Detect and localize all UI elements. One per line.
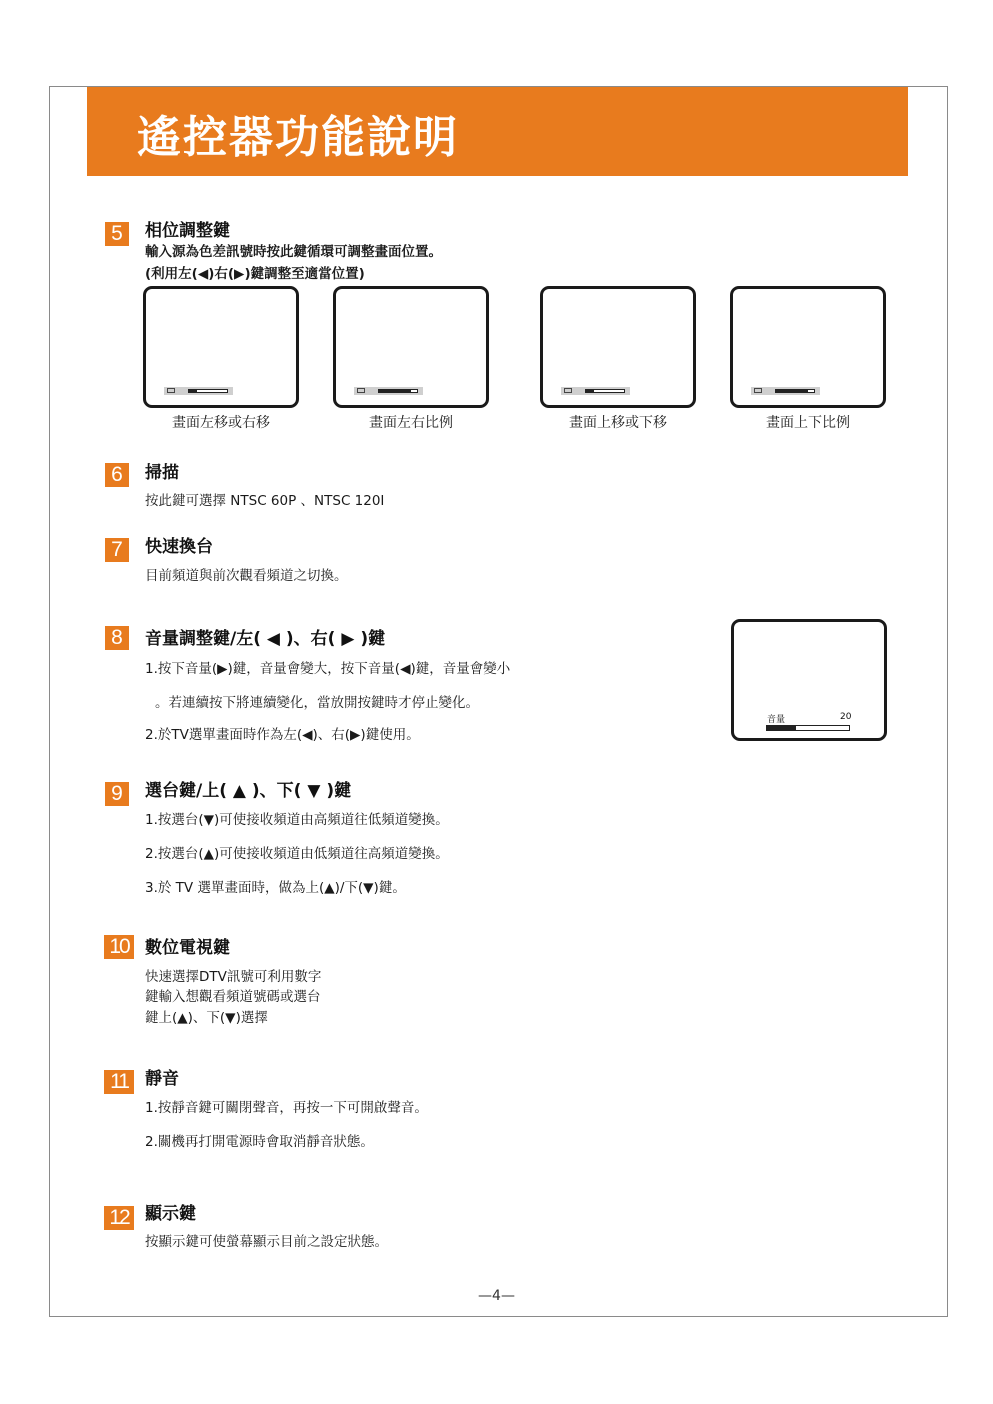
section-heading-12: 顯示鍵	[145, 1204, 196, 1224]
osd-bar	[561, 387, 630, 395]
osd-screen-vertical-size	[730, 286, 886, 408]
section-number-9: 9	[105, 782, 129, 806]
section-8-line-1: 1.按下音量(▶)鍵，音量會變大，按下音量(◀)鍵，音量會變小	[145, 661, 511, 677]
horizontal-position-icon	[167, 388, 175, 393]
section-9-line-1: 1.按選台(▼)可使接收頻道由高頻道往低頻道變換。	[145, 812, 449, 828]
section-12-line-1: 按顯示鍵可使螢幕顯示目前之設定狀態。	[145, 1234, 388, 1250]
section-5-line-2: (利用左(◀)右(▶)鍵調整至適當位置)	[145, 266, 365, 282]
section-9-line-2: 2.按選台(▲)可使接收頻道由低頻道往高頻道變換。	[145, 846, 449, 862]
section-number-11: 11	[104, 1070, 134, 1094]
section-heading-11: 靜音	[145, 1069, 179, 1089]
section-number-5: 5	[105, 222, 129, 246]
volume-value: 20	[840, 712, 852, 722]
title-banner	[87, 87, 908, 176]
osd-track	[775, 389, 815, 393]
section-10-line-1: 快速選擇DTV訊號可利用數字	[145, 969, 322, 985]
osd-fill	[586, 390, 594, 392]
osd-bar	[354, 387, 423, 395]
section-7-line-1: 目前頻道與前次觀看頻道之切換。	[145, 568, 348, 584]
section-10-line-2: 鍵輸入想觀看頻道號碼或選台	[145, 989, 321, 1005]
horizontal-size-icon	[357, 388, 365, 393]
osd-screen-horizontal-position	[143, 286, 299, 408]
screen-caption: 畫面左移或右移	[172, 415, 270, 431]
section-heading-8: 音量調整鍵/左( ◀ )、右( ▶ )鍵	[145, 629, 386, 649]
section-8-line-2: 。若連續按下將連續變化，當放開按鍵時才停止變化。	[155, 695, 479, 711]
osd-track	[378, 389, 418, 393]
vertical-size-icon	[754, 388, 762, 393]
section-10-line-3: 鍵上(▲)、下(▼)選擇	[145, 1010, 268, 1026]
section-9-line-3: 3.於 TV 選單畫面時，做為上(▲)/下(▼)鍵。	[145, 880, 406, 896]
volume-bar	[766, 725, 850, 731]
section-number-10: 10	[104, 935, 134, 959]
osd-fill	[379, 390, 411, 392]
osd-bar	[751, 387, 820, 395]
osd-track	[585, 389, 625, 393]
volume-label: 音量	[767, 715, 786, 725]
section-6-line-1: 按此鍵可選擇 NTSC 60P 、NTSC 120I	[145, 493, 385, 509]
osd-screen-horizontal-size	[333, 286, 489, 408]
screen-caption: 畫面上移或下移	[569, 415, 667, 431]
screen-caption: 畫面左右比例	[369, 415, 453, 431]
osd-fill	[189, 390, 197, 392]
section-number-8: 8	[105, 626, 129, 650]
section-8-line-3: 2.於TV選單畫面時作為左(◀)、右(▶)鍵使用。	[145, 727, 420, 743]
page-number: —4—	[478, 1288, 515, 1304]
section-5-line-1: 輸入源為色差訊號時按此鍵循環可調整畫面位置。	[145, 244, 442, 260]
section-heading-10: 數位電視鍵	[145, 938, 230, 958]
section-heading-9: 選台鍵/上( ▲ )、下( ▼ )鍵	[145, 781, 352, 801]
section-number-7: 7	[105, 538, 129, 562]
osd-bar	[164, 387, 233, 395]
screen-caption: 畫面上下比例	[766, 415, 850, 431]
volume-fill	[767, 726, 796, 730]
osd-fill	[776, 390, 808, 392]
vertical-position-icon	[564, 388, 572, 393]
osd-screen-volume	[731, 619, 887, 741]
osd-screen-vertical-position	[540, 286, 696, 408]
page-title: 遙控器功能說明	[137, 112, 459, 163]
section-heading-5: 相位調整鍵	[145, 221, 230, 241]
osd-track	[188, 389, 228, 393]
section-heading-6: 掃描	[145, 463, 179, 483]
section-number-6: 6	[105, 463, 129, 487]
section-number-12: 12	[104, 1206, 134, 1230]
section-11-line-2: 2.關機再打開電源時會取消靜音狀態。	[145, 1134, 374, 1150]
section-11-line-1: 1.按靜音鍵可關閉聲音，再按一下可開啟聲音。	[145, 1100, 428, 1116]
section-heading-7: 快速換台	[145, 537, 213, 557]
